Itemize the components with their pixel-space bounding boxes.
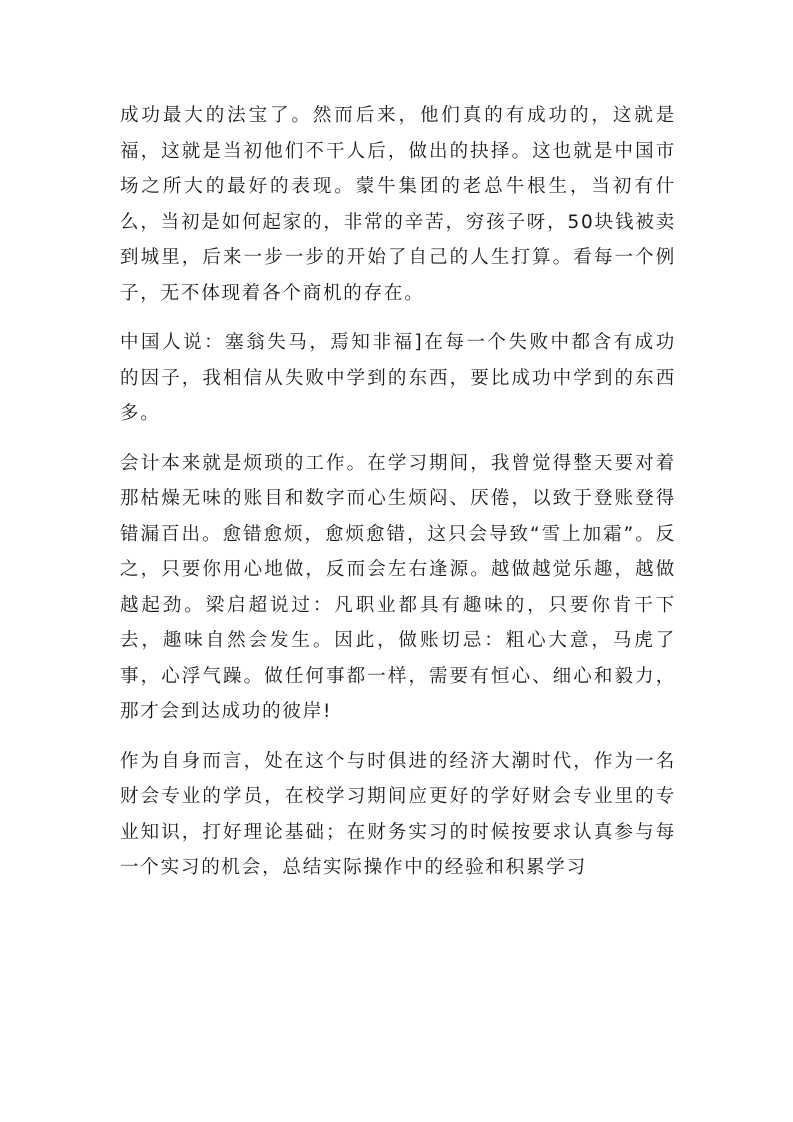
paragraph-1: 成功最大的法宝了。然而后来，他们真的有成功的，这就是福，这就是当初他们不干人后，做出的抉择。这也就是中国市场之所大的最好的表现。蒙牛集团的老总牛根生，当初有什么，当初是如何起家的，非常的辛苦，穷孩子呀，50块钱被卖到城里，后来一步一步的开始了自己的人生打算。看每一个例子，无不体现着各个商机的存在。 bbox=[120, 105, 676, 304]
paragraph-3: 会计本来就是烦琐的工作。在学习期间，我曾觉得整天要对着那枯燥无味的账目和数字而心生烦闷、厌倦，以致于登账登得错漏百出。愈错愈烦，愈烦愈错，这只会导致“雪上加霜”。反之，只要你用心地做，反而会左右逢源。越做越觉乐趣，越做越起劲。梁启超说过：凡职业都具有趣味的，只要你肯干下去，趣味自然会发生。因此，做账切忌：粗心大意，马虎了事，心浮气躁。做任何事都一样，需要有恒心、细心和毅力，那才会到达成功的彼岸! bbox=[120, 452, 676, 722]
paragraph-4: 作为自身而言，处在这个与时俱进的经济大潮时代，作为一名财会专业的学员，在校学习期间应更好的学好财会专业里的专业知识，打好理论基础；在财务实习的时候按要求认真参与每一个实习的机会，总结实际操作中的经验和积累学习 bbox=[120, 750, 676, 878]
document-body bbox=[120, 98, 676, 900]
paragraph-2: 中国人说：塞翁失马，焉知非福]在每一个失败中都含有成功的因子，我相信从失败中学到的东西，要比成功中学到的东西多。 bbox=[120, 332, 676, 424]
